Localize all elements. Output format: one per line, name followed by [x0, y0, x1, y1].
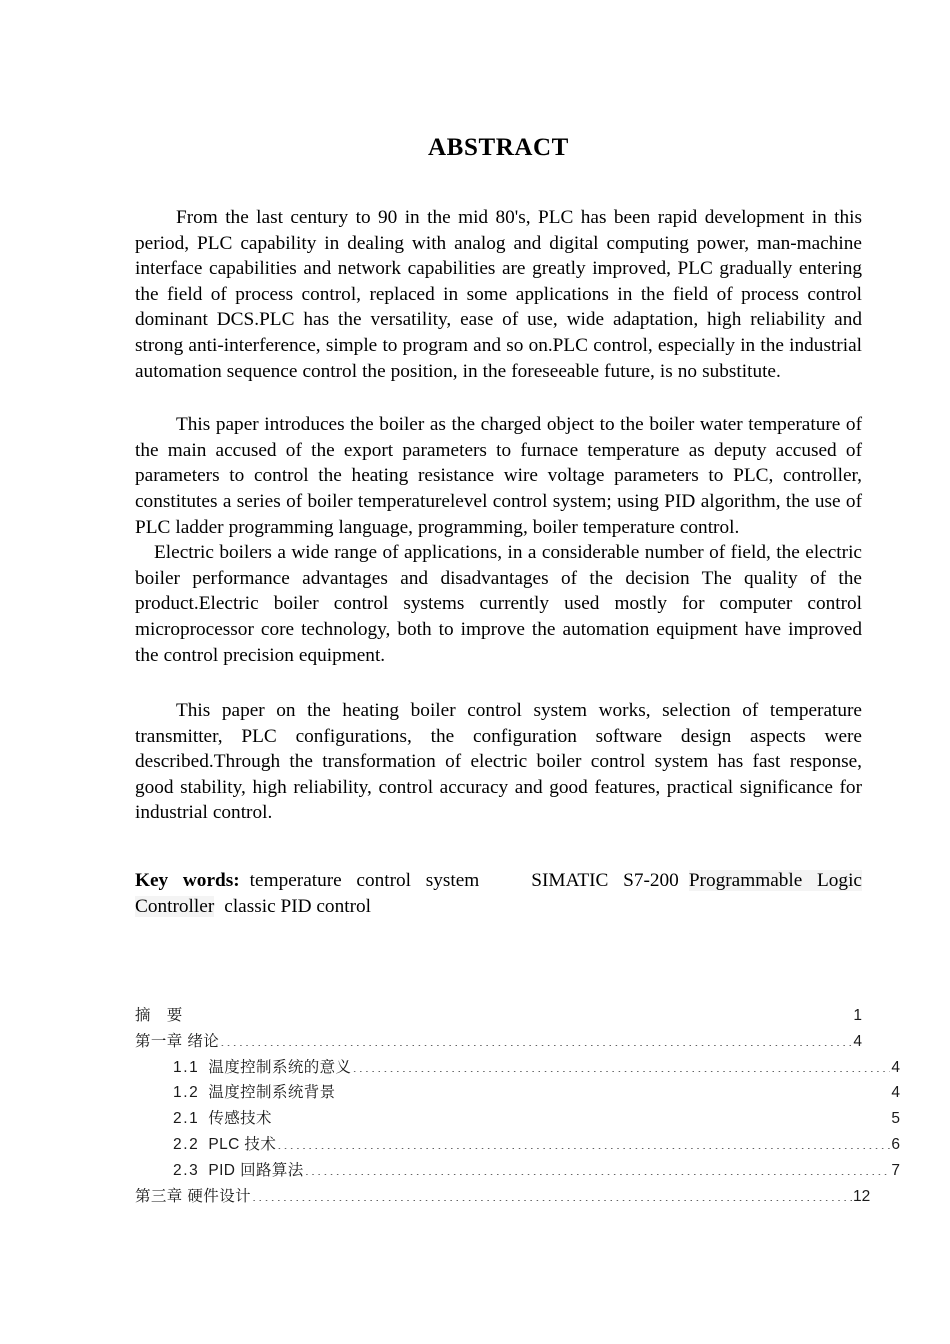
- toc-entry[interactable]: [135, 1106, 900, 1132]
- toc-entry-number: 1.2: [173, 1084, 200, 1102]
- keywords-line: [135, 868, 862, 919]
- keyword-term-4: classic PID control: [224, 895, 371, 917]
- toc-entry[interactable]: [135, 1132, 900, 1158]
- toc-leader-dots: [305, 1159, 890, 1175]
- toc-leader-dots: [352, 1056, 890, 1072]
- toc-entry-page-number: 6: [891, 1135, 900, 1153]
- keyword-term-2: SIMATIC S7-200: [531, 870, 679, 892]
- toc-entry-label: 摘 要: [135, 1007, 183, 1024]
- toc-leader-dots: [252, 1185, 852, 1201]
- toc-entry-number: 1.1: [173, 1058, 200, 1076]
- toc-entry-page-number: 7: [891, 1161, 900, 1179]
- toc-entry-number: 2.1: [173, 1110, 200, 1128]
- toc-entry-page-number: 5: [891, 1110, 900, 1128]
- page-title: ABSTRACT: [428, 134, 569, 161]
- toc-entry[interactable]: [135, 1055, 900, 1081]
- toc-entry-page-number: 4: [891, 1058, 900, 1076]
- toc-entry[interactable]: [135, 1080, 900, 1106]
- abstract-paragraph-2: This paper introduces the boiler as the charged object to the boiler water temperature of the main accused of the export parameters to furnace temperature as deputy accused of parameters to control the heating resistance wire voltage parameters to PLC, controller, constitutes a series of boiler temperaturelevel control system; using PID algorithm, the use of PLC ladder programming language, programming, boiler temperature control.: [135, 414, 862, 538]
- keyword-term-3: Programmable Logic Controller: [135, 870, 862, 917]
- abstract-section: [135, 0, 862, 919]
- toc-entry-number: 2.3: [173, 1161, 200, 1179]
- toc-leader-dots: [273, 1108, 890, 1124]
- toc-entry[interactable]: [135, 1184, 871, 1210]
- toc-entry-label: PID 回路算法: [208, 1161, 304, 1179]
- toc-entry-page-number: 4: [891, 1084, 900, 1102]
- toc-entry-page-number: 12: [853, 1187, 871, 1205]
- toc-entry-label: 第三章 硬件设计: [135, 1187, 252, 1205]
- toc-entry-page-number: 4: [853, 1032, 862, 1050]
- toc-entry[interactable]: [135, 1029, 862, 1055]
- toc-entry-label: 温度控制系统的意义: [208, 1058, 352, 1076]
- toc-leader-dots: [184, 1005, 852, 1021]
- toc-leader-dots: [277, 1133, 890, 1149]
- toc-entry[interactable]: [135, 1003, 862, 1029]
- abstract-paragraph-3: Electric boilers a wide range of applications, in a considerable number of field, the electric boiler performance advantages and disadvantages of the decision The quality of the product.Electric boiler control systems currently used mostly for computer control microprocessor core technology, both to improve the automation equipment have improved the control precision equipment.: [135, 542, 862, 666]
- keyword-term-1: temperature control system: [249, 870, 480, 892]
- toc-entry[interactable]: [135, 1158, 900, 1184]
- toc-entry-label: 温度控制系统背景: [208, 1084, 336, 1102]
- abstract-paragraph-1: From the last century to 90 in the mid 80's, PLC has been rapid development in this period, PLC capability in dealing with analog and digital computing power, man-machine interface capabilities and network capabilities are greatly improved, PLC gradually entering the field of process control, replaced in some applications in the field of process control dominant DCS.PLC has the versatility, ease of use, wide adaptation, high reliability and strong anti-interference, simple to program and so on.PLC control, especially in the industrial automation sequence control the position, in the foreseeable future, is no substitute.: [135, 207, 862, 382]
- toc-leader-dots: [337, 1082, 890, 1098]
- toc-entry-label: 第一章 绪论: [135, 1032, 220, 1050]
- toc-entry-label: PLC 技术: [208, 1135, 277, 1153]
- toc-leader-dots: [220, 1030, 852, 1046]
- toc-entry-label: 传感技术: [208, 1110, 272, 1128]
- toc-entry-number: 2.2: [173, 1135, 200, 1153]
- toc-entry-page-number: 1: [853, 1007, 862, 1024]
- keywords-label: Key words:: [135, 870, 240, 892]
- table-of-contents: [135, 1003, 900, 1209]
- abstract-paragraph-4: This paper on the heating boiler control system works, selection of temperature transmitter, PLC configurations, the configuration software design aspects were described.Through the transformation of electric boiler control system has fast response, good stability, high reliability, control accuracy and good features, practical significance for industrial control.: [135, 700, 862, 824]
